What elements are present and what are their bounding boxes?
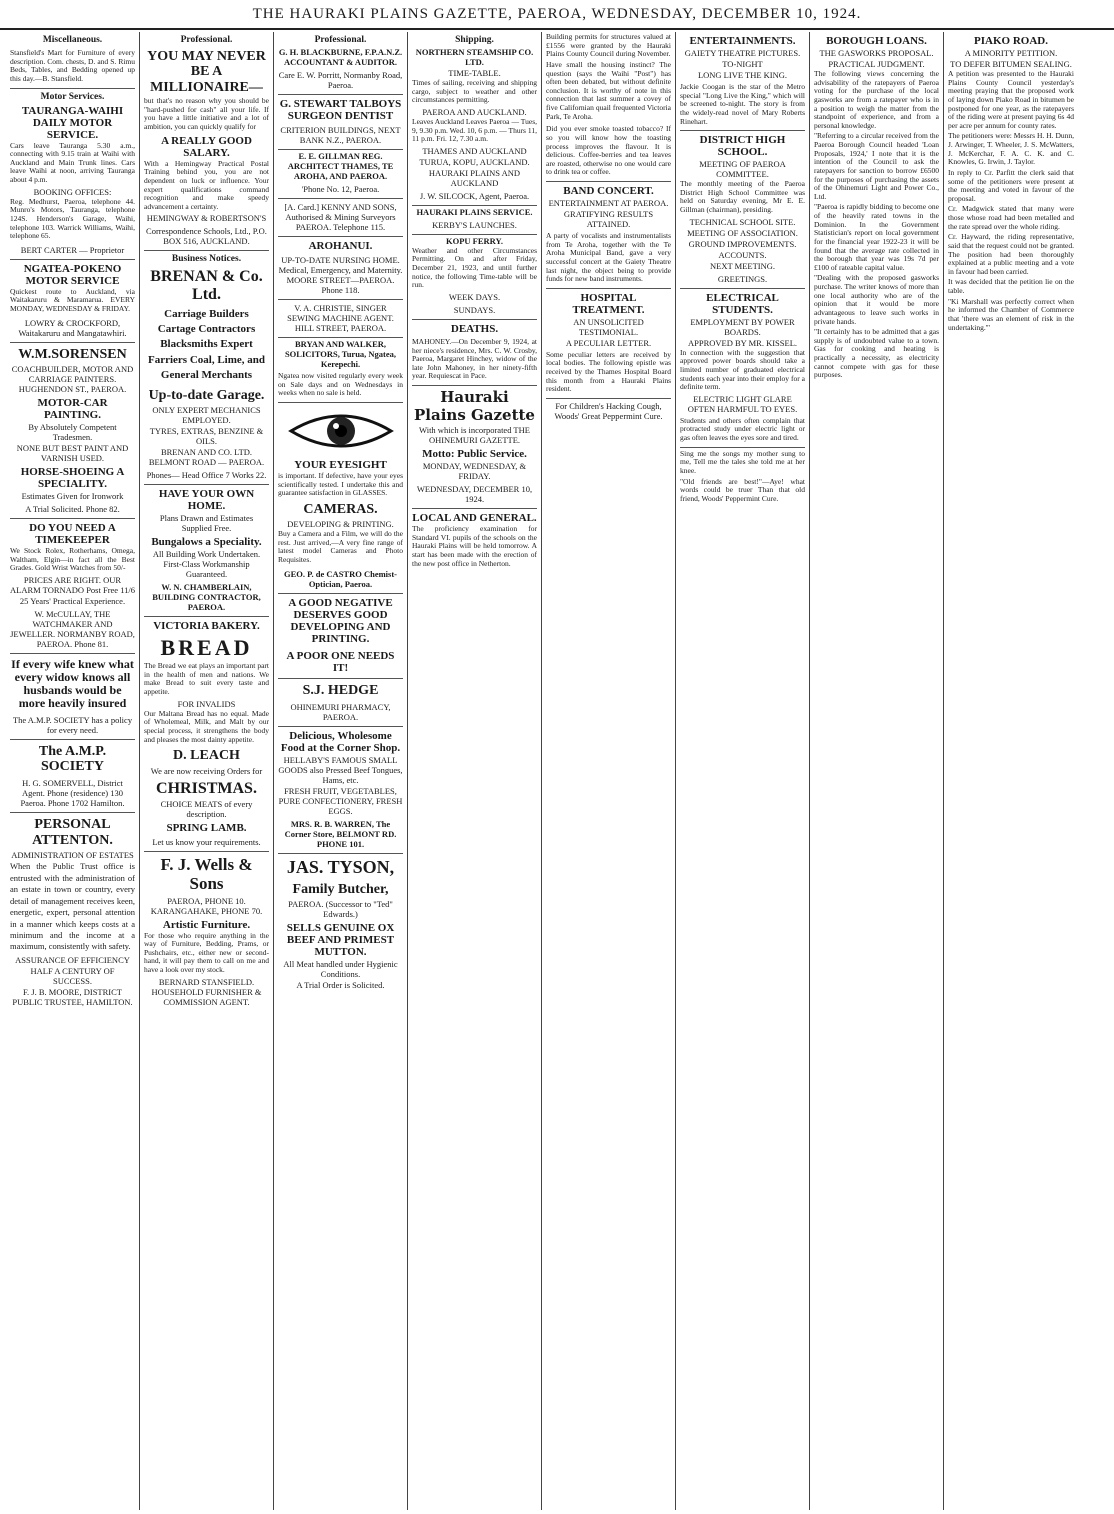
article-title: DISTRICT HIGH SCHOOL.: [699, 134, 786, 159]
ad-body: All Building Work Undertaken. First-Class Workmanship Guaranteed.: [152, 548, 261, 579]
ad-title: MOTOR-CAR PAINTING.: [37, 397, 108, 422]
ad-title: A GOOD NEGATIVE DESERVES GOOD DEVELOPING AND PRINTING.: [288, 596, 393, 645]
ad-subhead: TIME-TABLE.: [448, 68, 501, 78]
ad-body: CRITERION BUILDINGS, NEXT BANK N.Z., PAEROA.: [278, 123, 403, 150]
section-heading: Professional.: [180, 35, 233, 45]
ad-body: but that's no reason why you should be "hard-pushed for cash" all your life. If you have a little initiative and a lot of ambition, you can quickly qualify for: [144, 96, 269, 132]
column-3: [274, 32, 408, 1510]
ad-body: "Old friends are best!"—Aye! what words could be truer Than that old friend, Woods' Peppermint Cure.: [680, 476, 805, 503]
ad-subhead: KERBY'S LAUNCHES.: [412, 218, 537, 235]
ad-body: Leaves Auckland Leaves Paeroa — Tues, 9, 9.30 p.m. Wed. 10, 6 p.m. — Thurs 11, 11 p.m. Fri. 12, 7.30 a.m.: [412, 116, 537, 144]
article-subtitle: GREETINGS.: [680, 272, 805, 289]
ad-title: DEATHS.: [450, 322, 499, 335]
ad-subhead: DEVELOPING & PRINTING.: [287, 519, 394, 530]
ad-body: Estimates Given for Ironwork: [21, 491, 124, 502]
article-subtitle: GRATIFYING RESULTS ATTAINED.: [563, 209, 654, 229]
ad-title: Up-to-date Garage.: [148, 387, 265, 403]
ad-body: Buy a Camera and a Film, we will do the rest. Just arrived,—A very fine range of latest model Cameras and Photo Requisites.: [278, 529, 403, 565]
article-subtitle: MEETING OF PAEROA COMMITTEE.: [699, 159, 786, 180]
article-body: The proficiency examination for Standard VI. pupils of the schools on the Hauraki Plains will be held tomorrow. A start has been made with the erection of the new post office in Netherton.: [412, 524, 537, 568]
article-subtitle: A PECULIAR LETTER.: [565, 337, 652, 348]
article-subtitle: LONG LIVE THE KING.: [697, 70, 788, 80]
article-title: BOROUGH LOANS.: [826, 35, 927, 47]
ad-title: A POOR ONE NEEDS IT!: [278, 648, 403, 679]
ad-proprietor: LOWRY & CROCKFORD, Waitakaruru and Mangatawhiri.: [10, 316, 135, 343]
article-subtitle: GROUND IMPROVEMENTS.: [688, 238, 797, 249]
ad-title: G. H. BLACKBURNE, F.P.A.N.Z. ACCOUNTANT & AUDITOR.: [278, 47, 403, 67]
article-body: In reply to Cr. Parfitt the clerk said that some of the petitioners were present at the meeting and voted in favour of the proposal.: [948, 167, 1074, 203]
column-7: [810, 32, 944, 1510]
ad-body: All Meat handled under Hygienic Conditions.: [283, 959, 398, 980]
ad-title: D. LEACH: [173, 748, 240, 764]
ad-subhead: PAEROA AND AUCKLAND.: [422, 106, 527, 117]
ad-title: SPRING LAMB.: [166, 822, 247, 835]
ad-body: Weather and other Circumstances Permitting. On and after Friday, December 21, 1923, and until further notice, the following Time-table will be run.: [412, 245, 537, 290]
ad-body: Let us know your requirements.: [144, 835, 269, 852]
ad-body: PAEROA, PHONE 10. KARANGAHAKE, PHONE 70.: [150, 895, 263, 916]
ad-subhead: WEEK DAYS.: [448, 291, 501, 302]
ad-body: H. G. SOMERVELL, District Agent. Phone (residence) 130 Paeroa. Phone 1702 Hamilton.: [10, 776, 135, 813]
ad-body: A Trial Solicited. Phone 82.: [10, 502, 135, 519]
article-body: A petition was presented to the Hauraki Plains County Council yesterday's meeting praying that the proposed work of laying down Piako Road in bitumen be postponed for one year, as the ratepayers of the riding were at present paying 6s 4d per acre per annum for county rates.: [948, 69, 1074, 130]
ad-body: Phones— Head Office 7 Works 22.: [144, 468, 269, 485]
ad-title: DO YOU NEED A TIMEKEEPER: [29, 522, 116, 547]
ad-title: HORSE-SHOEING A SPECIALITY.: [20, 466, 125, 491]
ad-body: Carriage Builders Cartage Contractors Blacksmiths Expert Farriers Coal, Lime, and General Merchants: [147, 307, 265, 382]
ad-body: F. J. B. MOORE, DISTRICT PUBLIC TRUSTEE, HAMILTON.: [12, 986, 133, 1007]
ad-subhead: ASSURANCE OF EFFICIENCY: [15, 954, 130, 965]
ad-body: J. W. SILCOCK, Agent, Paeroa.: [412, 189, 537, 206]
section-heading: Motor Services.: [40, 91, 105, 102]
ad-body: When the Public Trust office is entrusted with the administration of an estate in town or country, every detail of management receives keen, energetic, expert, personal attention in a manner which keeps costs at a minimum and the income at a maximum, consistently with safety.: [10, 861, 135, 952]
ad-title: JAS. TYSON,: [286, 857, 395, 878]
column-4: [408, 32, 542, 1510]
article-title: ELECTRICAL STUDENTS.: [706, 291, 779, 316]
article-subtitle: APPROVED BY MR. KISSEL.: [687, 337, 798, 348]
section-heading: Professional.: [314, 35, 367, 45]
ad-title: Artistic Furniture.: [162, 918, 251, 931]
article-title: LOCAL AND GENERAL.: [412, 512, 537, 524]
ad-body: W. McCULLAY, THE WATCHMAKER AND JEWELLER. NORMANBY ROAD, PAEROA. Phone 81.: [10, 607, 135, 654]
masthead-title: THE HAURAKI PLAINS GAZETTE, PAEROA, WEDNESDAY, DECEMBER 10, 1924.: [252, 5, 862, 22]
article-subtitle: TECHNICAL SCHOOL SITE.: [689, 216, 796, 227]
ad-title: YOUR EYESIGHT: [294, 458, 387, 471]
article-subtitle: GAIETY THEATRE PICTURES.: [684, 48, 801, 58]
ad-body: Our Maltana Bread has no equal. Made of Wholemeal, Milk, and Malt by our special process, it strengthens the body and pleases the most dainty appetite.: [144, 708, 269, 744]
ad-title: S.J. HEDGE: [302, 682, 379, 698]
paper-date: WEDNESDAY, DECEMBER 10, 1924.: [412, 482, 537, 509]
ad-body: COACHBUILDER, MOTOR AND CARRIAGE PAINTERS. HUGHENDON ST., PAEROA.: [11, 364, 134, 395]
ad-body: A Trial Order is Solicited.: [296, 980, 385, 991]
ad-body: BERNARD STANSFIELD. HOUSEHOLD FURNISHER & COMMISSION AGENT.: [151, 976, 262, 1007]
ad-title: YOU MAY NEVER BE A MILLIONAIRE—: [147, 49, 266, 95]
ad-body: GEO. P. de CASTRO Chemist-Optician, Paeroa.: [278, 567, 403, 594]
section-heading: Business Notices.: [171, 254, 242, 265]
ad-body: The A.M.P. SOCIETY has a policy for every need.: [10, 713, 135, 740]
article-body: Jackie Coogan is the star of the Metro special "Long Live the King," which will be screened to-night. The story is from the widely-read novel of Mary Roberts Rinehart.: [680, 81, 805, 131]
ad-body: ONLY EXPERT MECHANICS EMPLOYED.: [152, 404, 261, 425]
section-heading: Miscellaneous.: [42, 35, 103, 45]
ad-body: Sing me the songs my mother sung to me, Tell me the tales she told me at her knee.: [680, 448, 805, 475]
article-body: The following views concerning the advisability of the ratepayers of Paeroa voting for the purchase of the local gasworks are from a ratepayer who is in a position to weigh the matter from the standpoint of experience, and from a personal knowledge.: [814, 69, 939, 130]
article-body: Some peculiar letters are received by local bodies. The following epistle was received by the Thames Hospital Board this month from a Hauraki Plains resident.: [546, 349, 671, 399]
ad-body: Correspondence Schools, Ltd., P.O. BOX 516, AUCKLAND.: [144, 224, 269, 251]
ad-body: The Bread we eat plays an important part in the health of men and nations. We make Bread to suit every taste and appetite.: [144, 661, 269, 697]
ad-body: FRESH FRUIT, VEGETABLES, PURE CONFECTIONERY, FRESH EGGS.: [278, 786, 403, 817]
columns: [6, 32, 1108, 1510]
ad-title: NGATEA-POKENO MOTOR SERVICE: [23, 262, 122, 287]
article-subtitle: NEXT MEETING.: [710, 260, 775, 271]
ad-body: Cars leave Tauranga 5.30 a.m., connecting with 9.15 train at Waihi with Auckland and Main Trunk lines. Cars leave Waihi at noon, arriving Tauranga about 4 p.m.: [10, 140, 135, 184]
ad-body: OHINEMURI PHARMACY, PAEROA.: [278, 700, 403, 727]
article-subtitle: TO DEFER BITUMEN SEALING.: [950, 59, 1072, 69]
ad-title: Family Butcher,: [292, 881, 389, 897]
ad-title: AROHANUI.: [308, 240, 373, 252]
ad-title: G. STEWART TALBOYS SURGEON DENTIST: [279, 98, 402, 122]
ad-title: BRENAN & Co. Ltd.: [150, 268, 263, 304]
ad-title: Delicious, Wholesome Food at the Corner Shop.: [280, 730, 401, 755]
article-title: ENTERTAINMENTS.: [689, 35, 796, 47]
ad-body: MRS. R. B. WARREN, The Corner Store, BELMONT RD. PHONE 101.: [278, 817, 403, 854]
ad-body: Care E. W. Porritt, Normanby Road, Paeroa.: [278, 68, 403, 95]
ad-title: VICTORIA BAKERY.: [153, 619, 260, 632]
ad-title: F. J. Wells & Sons: [160, 855, 253, 893]
paper-days: MONDAY, WEDNESDAY, & FRIDAY.: [422, 461, 527, 481]
ad-body: Reg. Medhurst, Paeroa, telephone 44. Munro's Motors, Tauranga, telephone 124S. Henderson's Garage, Waihi, telephone 103. Warrick Williams, Waihi, telephone 65.: [10, 196, 135, 241]
ad-body: [A. Card.] KENNY AND SONS, Authorised & Mining Surveyors PAEROA. Telephone 115.: [278, 200, 403, 237]
ad-body: We are now receiving Orders for: [150, 765, 263, 776]
ad-proprietor: BERT CARTER — Proprietor: [10, 243, 135, 260]
ad-body: NONE BUT BEST PAINT AND VARNISH USED.: [16, 443, 129, 464]
article-subtitle: MEETING OF ASSOCIATION.: [687, 227, 798, 238]
ad-title: W.M.SORENSEN: [18, 346, 127, 362]
ad-subhead: FOR INVALIDS: [177, 698, 236, 709]
article-body: Did you ever smoke toasted tobacco? If so you will know how the toasting process improves the flavour. It is delicious. Coffee-berries and tea leaves are roasted, otherwise no one would care to drink tea or coffee.: [546, 123, 671, 182]
ad-body: For those who require anything in the way of Furniture, Bedding, Prams, or Pushchairs, etc., either new or second-hand, it will pay them to call on me and have a look over my stock.: [144, 930, 269, 974]
ad-subhead: BOOKING OFFICES:: [33, 186, 112, 197]
ad-title: If every wife knew what every widow knows all husbands would be more heavily insured: [11, 656, 134, 711]
ad-title: KOPU FERRY.: [445, 235, 503, 246]
ad-body: PRICES ARE RIGHT. OUR ALARM TORNADO Post Free 11/6: [10, 574, 135, 595]
ad-title: SELLS GENUINE OX BEEF AND PRIMEST MUTTON.: [286, 922, 395, 959]
article-body: "Ki Marshall was perfectly correct when he informed the Chamber of Commerce that 'there was an element of risk in the undertaking.'": [948, 296, 1074, 332]
ad-body: Quickest route to Auckland, via Waitakaruru & Maramarua. EVERY MONDAY, WEDNESDAY & FRIDAY.: [10, 286, 135, 313]
article-body: "Paeroa is rapidly bidding to become one of the heavily rated towns in the Dominion. In the Government Statistician's report on local government for the financial year 1922-23 it will be found that the average rate collected in the borough that year was 19s 7d per £100 of rateable capital value.: [814, 202, 939, 272]
article-body: "Referring to a circular received from the Paeroa Borough Council headed 'Loan Proposals, 1924,' I note that it is the intention of the Council to ask the ratepayers for sanction to borrow £6500 for the purposes of purchasing the assets of the Ohinemuri Light and Power Co., Ltd.: [814, 131, 939, 201]
ad-body: 'Phone No. 12, Paeroa.: [278, 182, 403, 199]
article-body: Building permits for structures valued at £1556 were granted by the Hauraki Plains County Council during November.: [546, 32, 671, 59]
article-body: The petitioners were: Messrs H. H. Dunn, J. Arwinger, T. Wheeler, J. S. McWatters, J. McKerchar, F. A. C. K. and C. Knowles, G. Irwin, J. Taylor.: [948, 131, 1074, 167]
article-body: In connection with the suggestion that approved power boards should take a limited number of graduated electrical students each year into their employ for a definite term.: [680, 347, 805, 392]
ad-title: HAURAKI PLAINS SERVICE.: [416, 206, 533, 217]
section-heading: Shipping.: [455, 35, 494, 45]
ad-body: Times of sailing, receiving and shipping cargo, subject to weather and other circumstances permitting.: [412, 78, 537, 105]
column-2: [140, 32, 274, 1510]
ad-body: With a Hemingway Practical Postal Training behind you, you are not dependent on luck or influence. Your expert qualifications command recognition and make speedy advancement a certainty.: [144, 158, 269, 211]
column-8: [944, 32, 1078, 1510]
article-subtitle: EMPLOYMENT BY POWER BOARDS.: [690, 316, 795, 337]
article-subtitle: ACCOUNTS.: [718, 249, 767, 260]
article-body: A party of vocalists and instrumentalists from Te Aroha, together with the Te Aroha Municipal Band, gave a very successful concert at the Gaiety Theatre last night, the object being to provide funds for new band instruments.: [546, 230, 671, 289]
article-body: "Dealing with the proposed gasworks purchase. The writer knows of more than one local authority who are of the opinion that it would be more advantageous to leave such works in private hands.: [814, 273, 939, 326]
article-body: Have small the housing instinct? The question (says the Waihi "Post") has often been debated, but without definite conclusion. It is worthy of note in this connection that last summer a covey of five Californian quail frequented Victoria Park, Te Aroha.: [546, 59, 671, 121]
ad-body: V. A. CHRISTIE, SINGER SEWING MACHINE AGENT. HILL STREET, PAEROA.: [278, 301, 403, 338]
column-1: [6, 32, 140, 1510]
article-subtitle: PRACTICAL JUDGMENT.: [828, 59, 925, 69]
eye-illustration: [278, 407, 403, 455]
ad-body: UP-TO-DATE NURSING HOME. Medical, Emergency, and Maternity. MOORE STREET—PAEROA. Phone 118.: [278, 253, 403, 300]
article-subtitle: A MINORITY PETITION.: [964, 48, 1058, 58]
ad-body: is important. If defective, have your eyes scientifically tested. I undertake this and guarantee satisfaction in GLASSES.: [278, 470, 403, 498]
article-title: PIAKO ROAD.: [974, 35, 1048, 47]
ad-title: E. E. GILLMAN REG. ARCHITECT THAMES, TE AROHA, AND PAEROA.: [287, 151, 394, 181]
ad-subhead: HAURAKI PLAINS AND AUCKLAND: [428, 167, 521, 188]
ad-stansfield: Stansfield's Mart for Furniture of every description. Com. chests, D. and S. Rimu Beds, Tables, and Bedding opened up this day.—B. Stansfield.: [10, 47, 135, 89]
article-body: It was decided that the petition lie on the table.: [948, 277, 1074, 295]
ad-title: The A.M.P. SOCIETY: [38, 743, 107, 775]
ad-subhead: SUNDAYS.: [412, 303, 537, 320]
ad-subhead: THAMES AND AUCKLAND: [422, 145, 527, 156]
article-title: BAND CONCERT.: [563, 185, 654, 197]
ad-body: HELLABY'S FAMOUS SMALL GOODS also Pressed Beef Tongues, Hams, etc.: [278, 755, 403, 786]
ad-title: NORTHERN STEAMSHIP CO. LTD.: [415, 47, 534, 67]
ad-title: CHRISTMAS.: [156, 779, 257, 797]
ad-body: CHOICE MEATS of every description.: [160, 799, 253, 820]
article-body: "It certainly has to be admitted that a gas supply is of undoubted value to a town. Gas for cooking and heating is practically a necessity, as electricity cannot compete with gas for these purposes.: [814, 327, 939, 380]
ad-body: BRENAN AND CO. LTD. BELMONT ROAD — PAEROA.: [148, 446, 265, 467]
ad-body: Ngatea now visited regularly every week on Sale days and on Wednesdays in weeks when no sale is held.: [278, 370, 403, 403]
ad-body: Plans Drawn and Estimates Supplied Free.: [159, 512, 254, 533]
ad-subhead: HEMINGWAY & ROBERTSON'S: [146, 213, 267, 224]
ad-subhead: ADMINISTRATION OF ESTATES: [11, 850, 134, 861]
ad-body: By Absolutely Competent Tradesmen.: [28, 422, 117, 443]
notice-body: MAHONEY.—On December 9, 1924, at her niece's residence, Mrs. C. W. Crosby, Paeroa, Margaret Hinchey, widow of the late John Mahoney, in her ninety-fifth year. Requiescat in Pace.: [412, 336, 537, 386]
ad-title: BREAD: [160, 634, 253, 660]
article-subtitle: THE GASWORKS PROPOSAL.: [819, 48, 934, 58]
ad-title: TAURANGA-WAIHI DAILY MOTOR SERVICE.: [21, 104, 124, 141]
article-body: The monthly meeting of the Paeroa District High School Committee was held on Saturday evening, Mr E. E. Gillman (chairman), presiding.: [680, 179, 805, 214]
article-title: HOSPITAL TREATMENT.: [572, 291, 645, 316]
article-body: Students and others often complain that protracted study under electric light or gas often leaves the eyes sore and tired.: [680, 415, 805, 448]
ad-body: 25 Years' Practical Experience.: [19, 595, 126, 606]
ad-body: We Stock Rolex, Rotherhams, Omega, Waltham, Elgin—in fact all the Best Grades. Gold Wrist Watches from 50/-: [10, 546, 135, 573]
ad-body: W. N. CHAMBERLAIN, BUILDING CONTRACTOR, PAEROA.: [144, 580, 269, 617]
ad-title: CAMERAS.: [303, 501, 378, 517]
paper-subtitle: With which is incorporated THE OHINEMURI GAZETTE.: [419, 425, 530, 445]
column-5: [542, 32, 676, 1510]
article-subtitle: ELECTRIC LIGHT GLARE OFTEN HARMFUL TO EYES.: [687, 393, 798, 414]
ad-title: Bungalows a Speciality.: [151, 535, 262, 548]
paper-title: Hauraki Plains Gazette: [414, 388, 535, 424]
eye-icon: [286, 407, 396, 455]
ad-body: TYRES, EXTRAS, BENZINE & OILS.: [149, 425, 264, 446]
article-subtitle: ENTERTAINMENT AT PAEROA.: [548, 198, 669, 208]
article-body: Cr. Hayward, the riding representative, said that the request could not be granted. The position had been thoroughly explained at a public meeting and a vote in favour had been carried.: [948, 232, 1074, 276]
ad-subhead: TURUA, KOPU, AUCKLAND.: [419, 156, 530, 167]
ad-title: A REALLY GOOD SALARY.: [161, 134, 252, 159]
article-subtitle: TO-NIGHT: [722, 59, 763, 69]
paper-motto: Motto: Public Service.: [422, 448, 527, 460]
article-subtitle: AN UNSOLICITED TESTIMONIAL.: [573, 316, 644, 337]
masthead: [0, 0, 1114, 30]
ad-body: For Children's Hacking Cough, Woods' Great Peppermint Cure.: [554, 400, 663, 421]
article-body: Cr. Madgwick stated that many were those whose road had been metalled and the rate spread over the whole riding.: [948, 204, 1074, 231]
ad-title: HAVE YOUR OWN HOME.: [158, 487, 255, 512]
ad-title: PERSONAL ATTENTON.: [32, 817, 113, 848]
ad-title: BRYAN AND WALKER, SOLICITORS, Turua, Ngatea, Kerepechi.: [284, 339, 397, 369]
ad-subhead: HALF A CENTURY OF SUCCESS.: [30, 965, 115, 986]
column-6: [676, 32, 810, 1510]
ad-body: PAEROA. (Successor to "Ted" Edwards.): [288, 899, 393, 920]
